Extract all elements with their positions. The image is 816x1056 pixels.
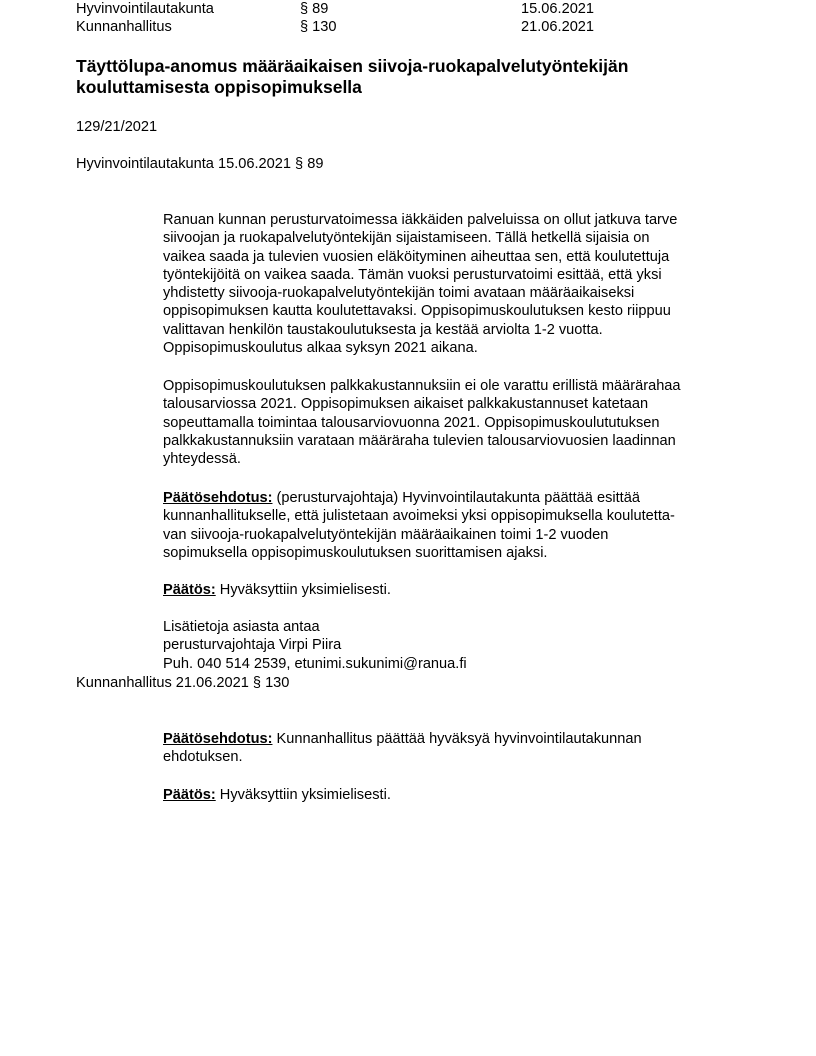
text-line: van siivooja-ruokapalvelutyöntekijän määräaikainen toimi 1-2 vuoden xyxy=(163,526,609,543)
page-title: Täyttölupa-anomus määräaikaisen siivoja-ruokapalvelutyöntekijän kouluttamisesta oppisopimuksella xyxy=(76,56,629,97)
decision-label: Päätös: xyxy=(163,787,216,803)
text-line: yhdistetty siivooja-ruokapalvelutyöntekijän toimi avataan määräaikaiseksi xyxy=(163,285,635,302)
text-line: valittavan henkilön taustakoulutuksesta ja kestää arviolta 1-2 vuotta. xyxy=(163,321,603,338)
proposal-text: Kunnanhallitus päättää hyväksyä hyvinvointilautakunnan xyxy=(272,731,642,747)
proposal-text: (perusturvajohtaja) Hyvinvointilautakunta päättää esittää xyxy=(272,490,640,506)
kh-proposal xyxy=(163,730,743,767)
meeting-row xyxy=(76,0,776,18)
meeting-section: § 89 xyxy=(300,1,329,17)
decision-text: Hyväksyttiin yksimielisesti. xyxy=(215,582,391,598)
text-line xyxy=(163,730,743,748)
text-line: palkkakustannuksiin varataan määräraha tulevien talousarviovuosien laadinnan xyxy=(163,432,676,449)
text-line: talousarviossa 2021. Oppisopimuksen aikaiset palkkakustannuset katetaan xyxy=(163,396,649,413)
meeting-date: 21.06.2021 xyxy=(521,19,595,35)
text-line: perusturvajohtaja Virpi Piira xyxy=(163,637,342,654)
hyv-proposal xyxy=(163,489,743,562)
text-line: Oppisopimuskoulutuksen palkkakustannuksiin ei ole varattu erillistä määrärahaa xyxy=(163,378,681,394)
decision-label: Päätös: xyxy=(163,582,216,598)
text-line: yhteydessä. xyxy=(163,451,241,468)
text-line: oppisopimuksen kautta koulutettavaksi. Oppisopimuskoulutuksen kesto riippuu xyxy=(163,303,671,320)
text-line: Puh. 040 514 2539, etunimi.sukunimi@ranua.fi xyxy=(163,655,467,672)
decision-text: Hyväksyttiin yksimielisesti. xyxy=(215,787,391,803)
text-line: sopimuksella oppisopimuskoulutuksen suorittamisen ajaksi. xyxy=(163,544,548,561)
meeting-body: Kunnanhallitus xyxy=(76,19,172,35)
contact-info xyxy=(163,618,743,673)
proposal-label: Päätösehdotus: xyxy=(163,490,273,506)
hyv-paragraph-2 xyxy=(163,377,743,468)
text-line: Lisätietoja asiasta antaa xyxy=(163,619,320,635)
section-heading-hyv: Hyvinvointilautakunta 15.06.2021 § 89 xyxy=(76,156,324,172)
text-line: Ranuan kunnan perusturvatoimessa iäkkäiden palveluissa on ollut jatkuva tarve xyxy=(163,212,678,228)
case-number: 129/21/2021 xyxy=(76,119,158,135)
text-line: kunnanhallitukselle, että julistetaan avoimeksi yksi oppisopimuksella koulutetta- xyxy=(163,508,675,525)
meeting-date: 15.06.2021 xyxy=(521,1,595,17)
text-line: sopeuttamalla toimintaa talousarviovuonna 2021. Oppisopimuskoulututuksen xyxy=(163,414,660,431)
text-line xyxy=(163,581,743,599)
meeting-row xyxy=(76,18,776,36)
text-line: siivoojan ja ruokapalvelutyöntekijän sijaistamiseen. Tällä hetkellä sijaisia on xyxy=(163,230,650,247)
section-heading-kh: Kunnanhallitus 21.06.2021 § 130 xyxy=(76,675,290,691)
text-line xyxy=(163,489,743,507)
text-line: vaikea saada ja tulevien vuosien eläköityminen aiheuttaa sen, että koulutettuja xyxy=(163,248,670,265)
meeting-body: Hyvinvointilautakunta xyxy=(76,1,214,17)
hyv-paragraph-1 xyxy=(163,211,743,357)
kh-decision xyxy=(163,786,743,804)
text-line: työntekijöitä on vaikea saada. Tämän vuoksi perusturvatoimi esittää, että yksi xyxy=(163,266,662,283)
text-line: Oppisopimuskoulutus alkaa syksyn 2021 aikana. xyxy=(163,340,478,357)
meeting-section: § 130 xyxy=(300,19,337,35)
hyv-decision xyxy=(163,581,743,599)
text-line: ehdotuksen. xyxy=(163,749,243,766)
proposal-label: Päätösehdotus: xyxy=(163,731,273,747)
text-line xyxy=(163,786,743,804)
